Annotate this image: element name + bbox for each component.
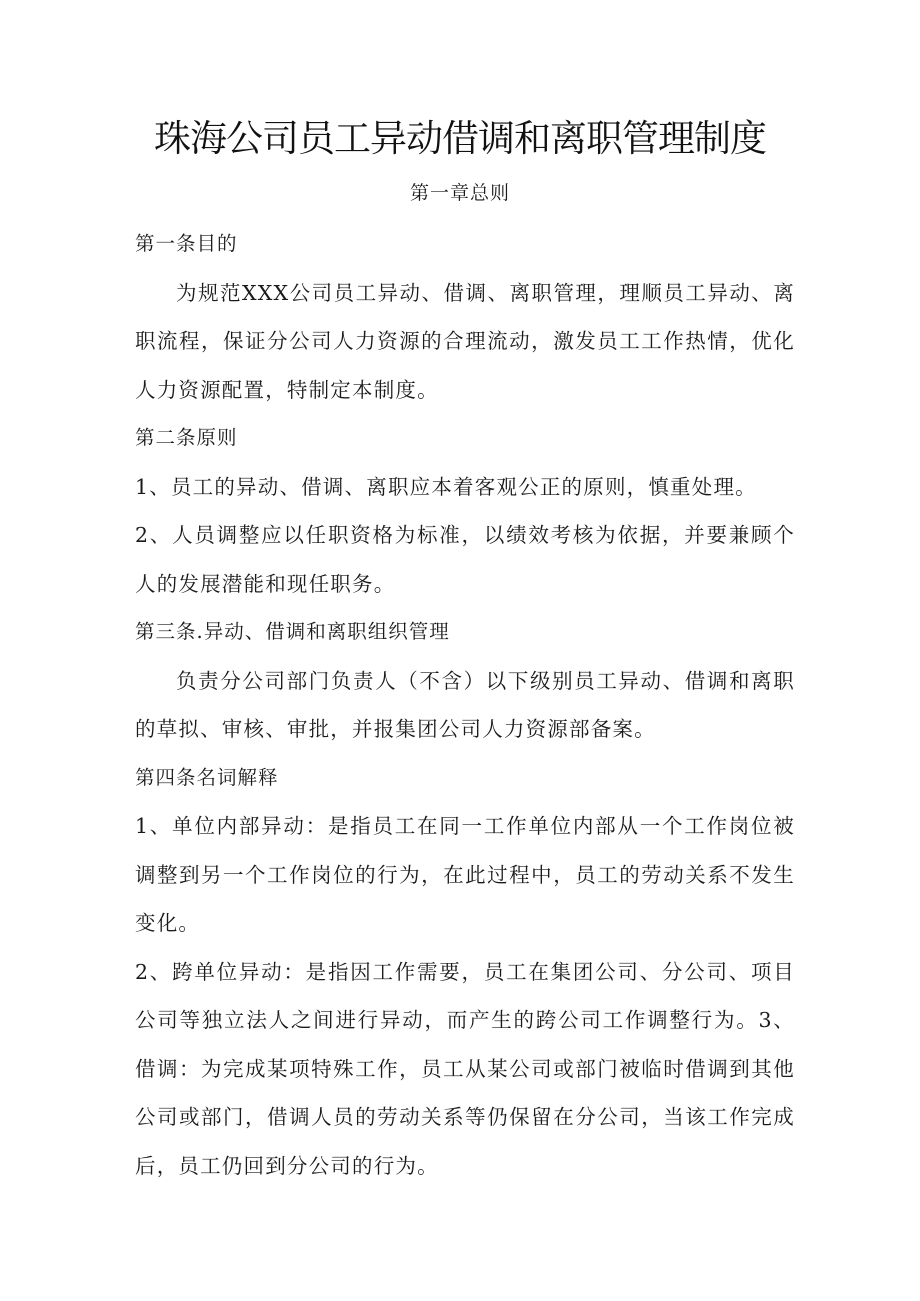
article-4-item-2: 2、跨单位异动：是指因工作需要，员工在集团公司、分公司、项目公司等独立法人之间进行异动，而产生的跨公司工作调整行为。3、借调：为完成某项特殊工作，员工从某公司或部门被临时借调到其他公司或部门，借调人员的劳动关系等仍保留在分公司，当该工作完成后，员工仍回到分公司的行为。 [135,959,795,1178]
document-body [135,220,795,1190]
document-title: 珠海公司员工异动借调和离职管理制度 [154,117,766,160]
article-4-heading: 第四条名词解释 [135,765,279,789]
article-2-item-2: 2、人员调整应以任职资格为标准，以绩效考核为依据，并要兼顾个人的发展潜能和现任职务。 [135,523,795,596]
article-3-heading: 第三条.异动、借调和离职组织管理 [135,620,450,643]
article-1-heading: 第一条目的 [135,232,238,255]
article-4-item-1: 1、单位内部异动：是指员工在同一工作单位内部从一个工作岗位被调整到另一个工作岗位的行为，在此过程中，员工的劳动关系不发生变化。 [135,814,795,935]
article-3-paragraph: 负责分公司部门负责人（不含）以下级别员工异动、借调和离职的草拟、审核、审批，并报集团公司人力资源部备案。 [135,668,795,741]
article-2-item-1: 1、员工的异动、借调、离职应本着客观公正的原则，慎重处理。 [135,474,757,499]
article-2-heading: 第二条原则 [135,426,238,449]
chapter-heading: 第一章总则 [409,182,510,204]
article-1-paragraph: 为规范XXX公司员工异动、借调、离职管理，理顺员工异动、离职流程，保证分公司人力资源的合理流动，激发员工工作热情，优化人力资源配置，特制定本制度。 [135,280,795,402]
